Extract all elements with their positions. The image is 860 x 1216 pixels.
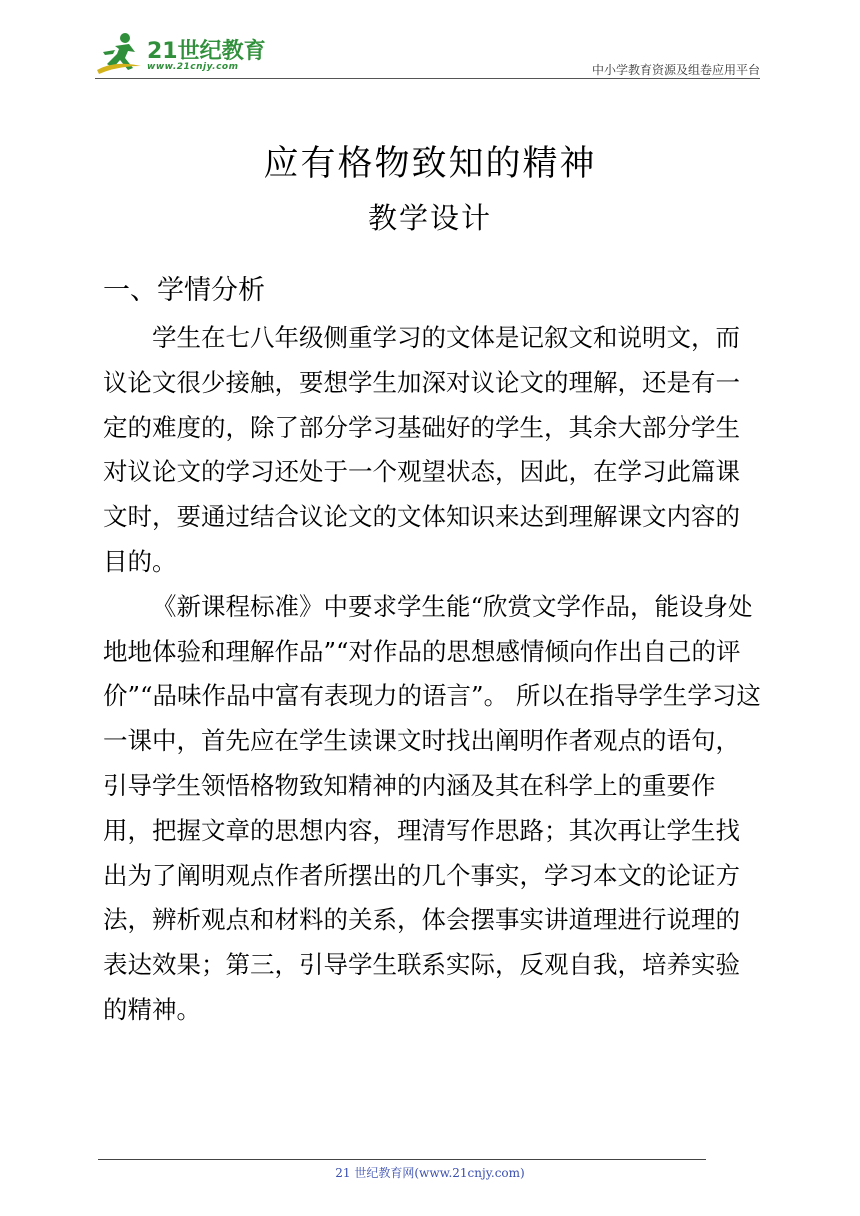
footer-divider	[98, 1159, 706, 1160]
document-subtitle: 教学设计	[367, 201, 492, 235]
page-header	[95, 30, 760, 80]
logo-text: 21世纪教育	[147, 39, 266, 64]
footer-link[interactable]: 21 世纪教育网(www.21cnjy.com)	[335, 1166, 525, 1180]
platform-name: 中小学教育资源及组卷应用平台	[591, 63, 760, 77]
document-title: 应有格物致知的精神	[263, 144, 597, 184]
body-text	[103, 316, 763, 1033]
paragraph-1: 学生在七八年级侧重学习的文体是记叙文和说明文，而议论文很少接触，要想学生加深对议论文的理解，还是有一定的难度的，除了部分学习基础好的学生，其余大部分学生对议论文的学习还处于一个观望状态，因此，在学习此篇课文时，要通过结合议论文的文体知识来达到理解课文内容的目的。	[103, 323, 740, 576]
paragraph-2: 《新课程标准》中要求学生能“欣赏文学作品，能设身处地地体验和理解作品”“对作品的思想感情倾向作出自己的评价”“品味作品中富有表现力的语言”。 所以在指导学生学习这一课中，首先应在学生读课文时找出阐明作者观点的语句，引导学生领悟格物致知精神的内涵及其在科学上的重要作用，把握文章的思想内容，理清写作思路；其次再让学生找出为了阐明观点作者所摆出的几个事实，学习本文的论证方法，辨析观点和材料的关系，体会摆事实讲道理进行说理的表达效果；第三，引导学生联系实际，反观自我，培养实验的精神。	[103, 591, 761, 1024]
runner-logo-icon	[95, 30, 145, 76]
header-divider	[95, 78, 760, 79]
logo-url: www.21cnjy.com	[147, 62, 239, 72]
logo	[95, 30, 295, 78]
section-heading: 一、学情分析	[103, 275, 265, 306]
